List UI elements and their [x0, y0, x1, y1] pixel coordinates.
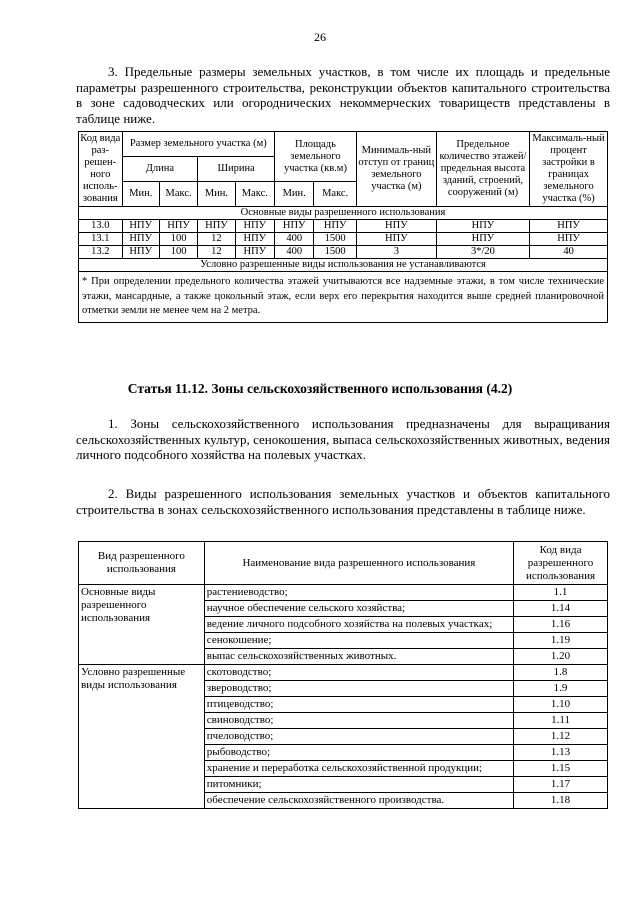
paragraph-purpose: 1. Зоны сельскохозяйственного использования предназначены для выращивания сельскохозяйственных культур, сенокошения, выпаса сельскохозяйственных животных, ведения личного подсобного хозяйства на полевых участках. [76, 416, 610, 462]
use-code: 1.19 [514, 633, 608, 649]
cell: 13.1 [79, 233, 123, 246]
use-name: обеспечение сельскохозяйственного производства. [204, 793, 513, 809]
cell: 100 [159, 246, 197, 259]
cell: НПУ [235, 233, 274, 246]
header-area-min: Мин. [275, 182, 314, 207]
cell: НПУ [275, 220, 314, 233]
header-length-max: Макс. [159, 182, 197, 207]
table-row [79, 585, 608, 601]
cell: 3*/20 [436, 246, 529, 259]
main-uses-label: Основные виды разрешенного использования [79, 585, 205, 665]
cell: 12 [198, 233, 235, 246]
cell: 400 [275, 246, 314, 259]
plot-limits-table [78, 131, 608, 323]
header-use-code: Код вида разрешенного использования [514, 542, 608, 585]
table-row [79, 220, 608, 233]
cell: НПУ [436, 220, 529, 233]
use-name: сенокошение; [204, 633, 513, 649]
cell: НПУ [356, 233, 436, 246]
use-name: пчеловодство; [204, 729, 513, 745]
cell: НПУ [122, 220, 159, 233]
article-title: Статья 11.12. Зоны сельскохозяйственного использования (4.2) [127, 381, 513, 396]
use-name: хранение и переработка сельскохозяйственной продукции; [204, 761, 513, 777]
cell: 40 [530, 246, 608, 259]
use-name: выпас сельскохозяйственных животных. [204, 649, 513, 665]
cell: 1500 [314, 233, 357, 246]
use-code: 1.17 [514, 777, 608, 793]
use-name: научное обеспечение сельского хозяйства; [204, 601, 513, 617]
header-plot-size: Размер земельного участка (м) [122, 132, 274, 157]
use-name: растениеводство; [204, 585, 513, 601]
use-code: 1.13 [514, 745, 608, 761]
cell: 400 [275, 233, 314, 246]
cell: НПУ [159, 220, 197, 233]
header-use-type: Вид разрешенного использования [79, 542, 205, 585]
cell: НПУ [436, 233, 529, 246]
use-name: питомники; [204, 777, 513, 793]
cell: 13.0 [79, 220, 123, 233]
header-width-min: Мин. [198, 182, 235, 207]
header-code: Код вида раз-решен-ного исполь-зования [79, 132, 123, 207]
use-code: 1.12 [514, 729, 608, 745]
header-use-name: Наименование вида разрешенного использования [204, 542, 513, 585]
cell: НПУ [314, 220, 357, 233]
use-code: 1.10 [514, 697, 608, 713]
header-length: Длина [122, 157, 198, 182]
use-code: 1.1 [514, 585, 608, 601]
header-floors: Предельное количество этажей/ предельная высота зданий, строений, сооружений (м) [436, 132, 529, 207]
header-area-max: Макс. [314, 182, 357, 207]
use-name: ведение личного подсобного хозяйства на полевых участках; [204, 617, 513, 633]
cell: НПУ [198, 220, 235, 233]
header-length-min: Мин. [122, 182, 159, 207]
cell: НПУ [530, 220, 608, 233]
cell: 3 [356, 246, 436, 259]
use-code: 1.16 [514, 617, 608, 633]
use-name: птицеводство; [204, 697, 513, 713]
paragraph-uses: 2. Виды разрешенного использования земельных участков и объектов капитального строительства в зонах сельскохозяйственного использования представлены в таблице ниже. [76, 486, 610, 517]
cell: НПУ [235, 246, 274, 259]
cell: НПУ [356, 220, 436, 233]
use-name: скотоводство; [204, 665, 513, 681]
use-code: 1.9 [514, 681, 608, 697]
cell: 12 [198, 246, 235, 259]
use-code: 1.11 [514, 713, 608, 729]
section-main-uses: Основные виды разрешенного использования [79, 207, 608, 220]
use-name: звероводство; [204, 681, 513, 697]
use-code: 1.18 [514, 793, 608, 809]
use-name: свиноводство; [204, 713, 513, 729]
use-name: рыбоводство; [204, 745, 513, 761]
cell: 1500 [314, 246, 357, 259]
use-code: 1.8 [514, 665, 608, 681]
header-coverage: Максималь-ный процент застройки в границах земельного участка (%) [530, 132, 608, 207]
use-code: 1.15 [514, 761, 608, 777]
header-setback: Минималь-ный отступ от границ земельного участка (м) [356, 132, 436, 207]
cell: 13.2 [79, 246, 123, 259]
footnote: * При определении предельного количества этажей учитываются все надземные этажи, в том числе технические этажи, мансардные, а также цокольный этаж, если верх его перекрытия находится выше средней планировочной отметки земли не менее чем на 2 метра. [79, 272, 608, 323]
cell: НПУ [122, 246, 159, 259]
header-area: Площадь земельного участка (кв.м) [275, 132, 357, 182]
use-code: 1.20 [514, 649, 608, 665]
cell: НПУ [530, 233, 608, 246]
section-conditional-uses: Условно разрешенные виды использования не устанавливаются [79, 259, 608, 272]
conditional-uses-label: Условно разрешенные виды использования [79, 665, 205, 809]
use-code: 1.14 [514, 601, 608, 617]
table-row [79, 233, 608, 246]
header-width-max: Макс. [235, 182, 274, 207]
cell: НПУ [122, 233, 159, 246]
table-row [79, 665, 608, 681]
intro-paragraph: 3. Предельные размеры земельных участков, в том числе их площадь и предельные параметры разрешенного строительства, реконструкции объектов капитального строительства в зоне садоводческих или огороднических некоммерческих товариществ представлены в таблице ниже. [76, 64, 610, 126]
header-width: Ширина [198, 157, 275, 182]
cell: 100 [159, 233, 197, 246]
page-number: 26 [314, 30, 326, 44]
permitted-uses-table [78, 541, 608, 809]
table-row [79, 246, 608, 259]
cell: НПУ [235, 220, 274, 233]
